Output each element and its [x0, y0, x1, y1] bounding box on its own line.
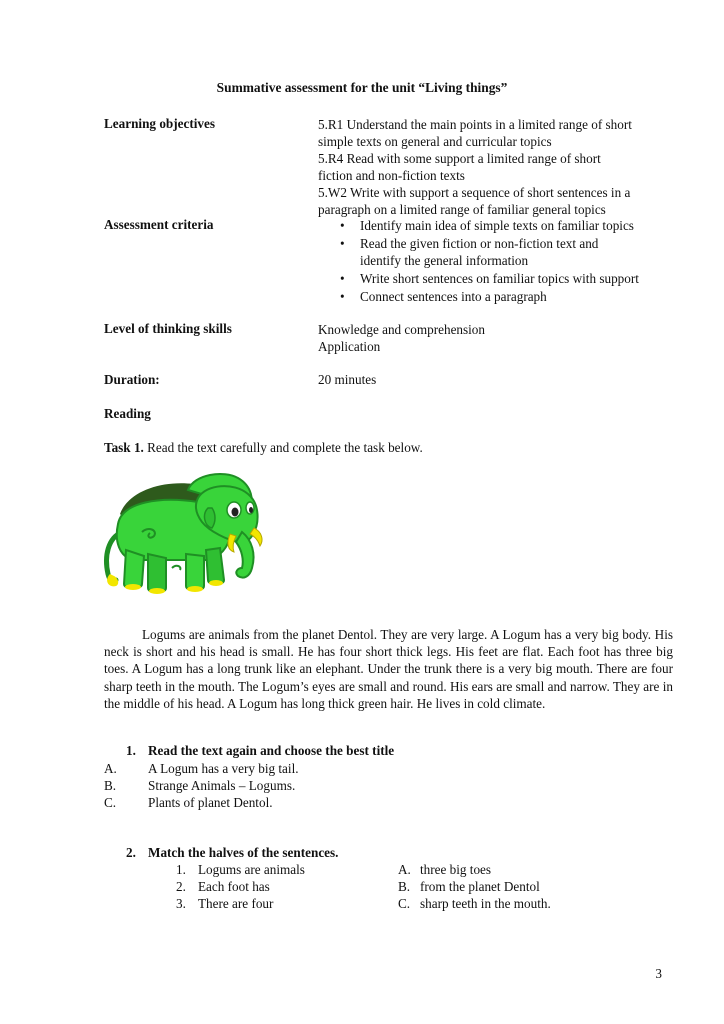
task-instruction: [104, 440, 423, 456]
bullet-icon: •: [340, 218, 345, 233]
match-right-letter: B.: [398, 879, 411, 894]
thinking-skills-label: Level of thinking skills: [104, 321, 232, 336]
task-label: Task 1.: [104, 440, 144, 455]
objective-line: paragraph on a limited range of familiar general topics: [318, 202, 606, 217]
match-right-text: from the planet Dentol: [420, 879, 540, 894]
question-1-prompt: Read the text again and choose the best title: [148, 743, 395, 758]
option-letter: A.: [104, 761, 117, 776]
match-right-text: three big toes: [420, 862, 492, 877]
objective-line: simple texts on general and curricular topics: [318, 134, 552, 149]
objective-line: 5.R1 Understand the main points in a limited range of short: [318, 117, 632, 132]
match-left-number: 3.: [176, 896, 186, 911]
match-left-number: 1.: [176, 862, 186, 877]
reading-passage: [104, 626, 673, 712]
page-title: Summative assessment for the unit “Living things”: [216, 80, 508, 95]
logum-illustration: [102, 470, 266, 598]
option-text: A Logum has a very big tail.: [148, 761, 299, 776]
bullet-icon: •: [340, 271, 345, 286]
thinking-skill: Knowledge and comprehension: [318, 322, 485, 337]
option-letter: B.: [104, 778, 117, 793]
bullet-icon: •: [340, 236, 345, 251]
match-left-text: There are four: [198, 896, 274, 911]
objective-line: 5.W2 Write with support a sequence of short sentences in a: [318, 185, 631, 200]
question-1-number: 1.: [126, 743, 136, 758]
learning-objectives-label: Learning objectives: [104, 116, 215, 131]
assessment-criteria-label: Assessment criteria: [104, 217, 214, 232]
option-text: Strange Animals – Logums.: [148, 778, 296, 793]
objective-line: 5.R4 Read with some support a limited range of short: [318, 151, 601, 166]
option-letter: C.: [104, 795, 117, 810]
learning-objectives-list: [318, 116, 632, 218]
duration-label: Duration:: [104, 372, 160, 387]
section-heading: Reading: [104, 406, 151, 421]
match-right-letter: A.: [398, 862, 411, 877]
passage-text: Logums are animals from the planet Dentol. They are very large. A Logum has a very big body. His neck is short and his head is small. He has four short thick legs. His feet are flat. Each foot has three big toes. A Logum has a long trunk like an elephant. Under the trunk there is a very big mouth. There are four sharp teeth in the mouth. The Logum’s eyes are small and round. His ears are small and narrow. They are in the middle of his head. A Logum has long thick green hair. He lives in cold climate.: [104, 627, 673, 711]
match-left-text: Each foot has: [198, 879, 270, 894]
match-right-text: sharp teeth in the mouth.: [420, 896, 551, 911]
duration-value: 20 minutes: [318, 372, 377, 387]
match-right-letter: C.: [398, 896, 411, 911]
match-left-text: Logums are animals: [198, 862, 305, 877]
question-2-prompt: Match the halves of the sentences.: [148, 845, 339, 860]
question-2-number: 2.: [126, 845, 136, 860]
page-number: 3: [655, 966, 662, 981]
option-text: Plants of planet Dentol.: [148, 795, 273, 810]
objective-line: fiction and non-fiction texts: [318, 168, 465, 183]
thinking-skill: Application: [318, 339, 381, 354]
match-left-number: 2.: [176, 879, 186, 894]
bullet-icon: •: [340, 289, 345, 304]
task-text: Read the text carefully and complete the task below.: [143, 440, 423, 455]
thinking-skills-values: [318, 321, 485, 355]
